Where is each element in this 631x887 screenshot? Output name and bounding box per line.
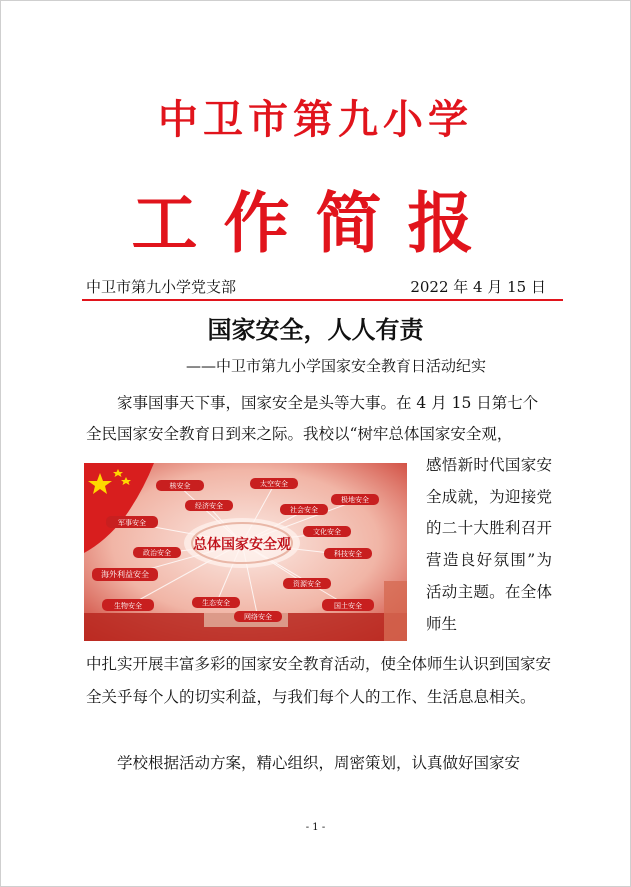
- label-culture: 文化安全: [313, 528, 341, 536]
- label-cyber: 网络安全: [244, 613, 272, 621]
- header-rule: [82, 299, 563, 301]
- security-concept-image: [84, 463, 407, 641]
- label-polar: 极地安全: [341, 496, 369, 504]
- brief-title: 工作简报: [131, 184, 500, 262]
- issue-date: 2022 年 4 月 15 日: [410, 278, 546, 296]
- label-economic: 经济安全: [195, 502, 223, 510]
- label-ecological: 生态安全: [202, 599, 230, 607]
- label-overseas: 海外利益安全: [101, 570, 149, 579]
- paragraph-second: 学校根据活动方案，精心组织，周密策划，认真做好国家安: [117, 754, 521, 772]
- center-label: 总体国家安全观: [193, 537, 291, 553]
- label-territory: 国土安全: [334, 602, 362, 610]
- label-political: 政治安全: [143, 549, 171, 557]
- school-title: 中卫市第九小学: [158, 96, 473, 143]
- paragraph-intro-continued: 中扎实开展丰富多彩的国家安全教育活动，使全体师生认识到国家安全关乎每个人的切实利益，与我们每个人的工作、生活息息相关。: [86, 655, 552, 706]
- label-space: 太空安全: [260, 480, 288, 488]
- label-biological: 生物安全: [114, 602, 142, 610]
- page-number: - 1 -: [305, 822, 326, 833]
- article-subtitle: ——中卫市第九小学国家安全教育日活动纪实: [186, 357, 487, 375]
- label-military: 军事安全: [118, 519, 146, 527]
- article-title: 国家安全，人人有责: [207, 315, 424, 344]
- label-technology: 科技安全: [334, 550, 362, 558]
- security-concept-graphic: [84, 463, 407, 641]
- meta-row: [86, 276, 546, 298]
- label-resources: 资源安全: [293, 580, 321, 588]
- label-nuclear: 核安全: [169, 482, 191, 490]
- paragraph-intro: 家事国事天下事，国家安全是头等大事。在 4 月 15 日第七个全民国家安全教育日到来之际。我校以“树牢总体国家安全观，: [86, 394, 539, 443]
- issuing-org: 中卫市第九小学党支部: [86, 278, 237, 296]
- label-social: 社会安全: [290, 506, 318, 514]
- paragraph-intro-wrap: 感悟新时代国家安全成就，为迎接党的二十大胜利召开营造良好氛围”为活动主题。在全体师生: [426, 456, 552, 633]
